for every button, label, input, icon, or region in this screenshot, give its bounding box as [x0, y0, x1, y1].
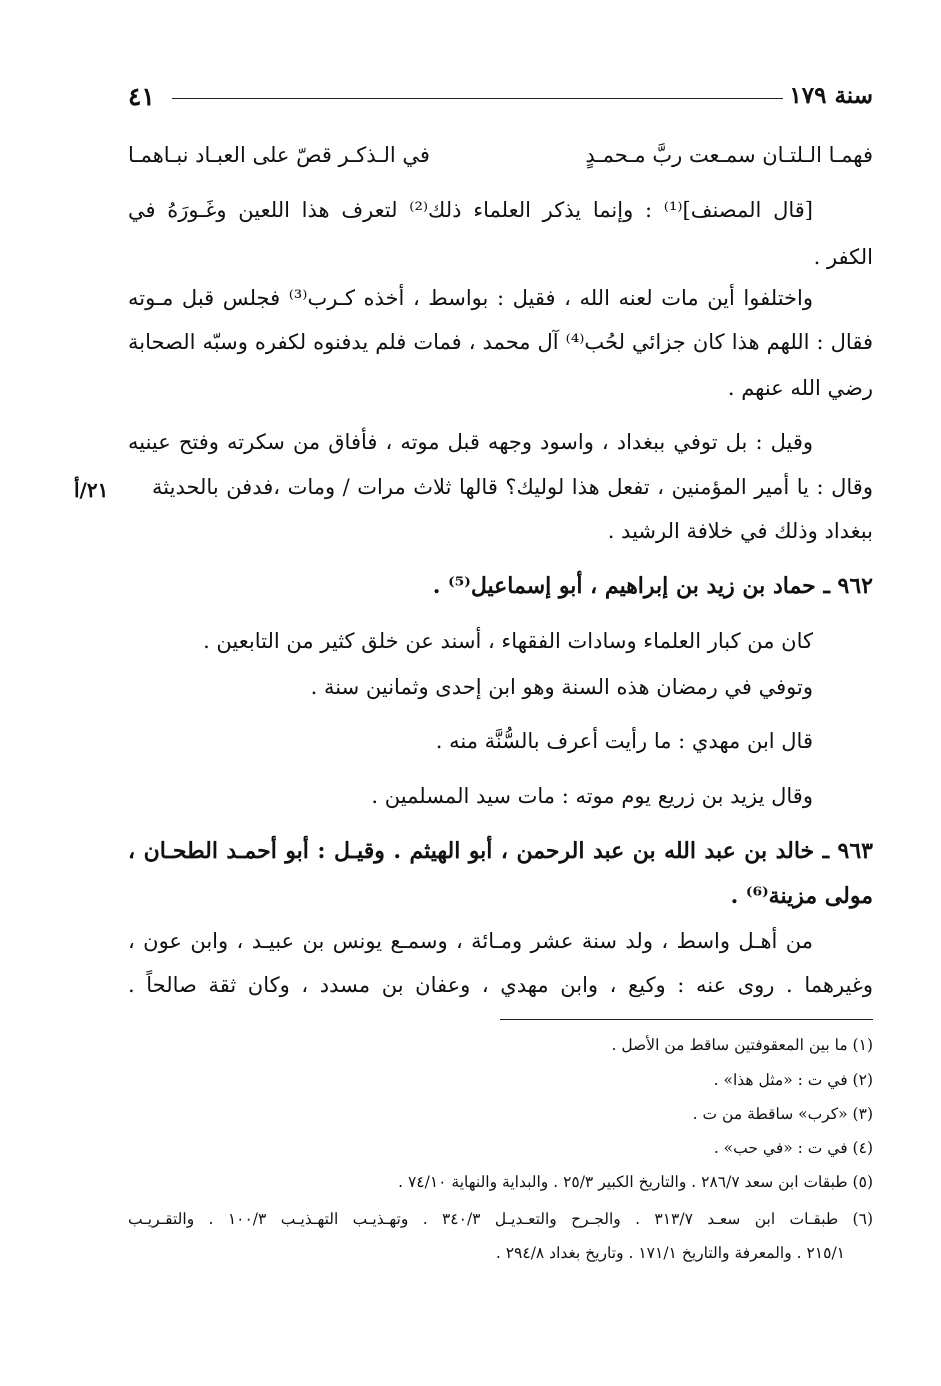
entry-962-title: ٩٦٢ ـ حماد بن زيد بن إبراهيم ، أبو إسماعيل⁽⁵⁾ .: [432, 573, 873, 599]
body-line: [قال المصنف]⁽¹⁾ : وإنما يذكر العلماء ذلك⁽²⁾ لتعرف هذا اللعين وغَـورَهُ في: [128, 198, 813, 222]
page-number: ٤١: [128, 82, 155, 111]
footnote: (٤) في ت : «في حب» .: [713, 1139, 873, 1157]
entry-962-line: كان من كبار العلماء وسادات الفقهاء ، أسند عن خلق كثير من التابعين .: [203, 629, 813, 653]
header-rule: [172, 98, 783, 99]
footnote: (٢) في ت : «مثل هذا» .: [713, 1071, 873, 1089]
footnote-rule: [500, 1019, 873, 1020]
entry-962-line: وتوفي في رمضان هذه السنة وهو ابن إحدى وثمانين سنة .: [310, 675, 813, 699]
entry-963-line: وغيرهما . روى عنه : وكيع ، وابن مهدي ، وعفان بن مسدد ، وكان ثقة صالحاً .: [128, 973, 873, 997]
body-line: واختلفوا أين مات لعنه الله ، فقيل : بواسط ، أخذه كـرب⁽³⁾ فجلس قبل مـوته: [128, 286, 813, 310]
footnote: (١) ما بين المعقوفتين ساقط من الأصل .: [611, 1036, 873, 1054]
verse-second-half: في الـذكـر قصّ على العبـاد نبـاهمـا: [128, 143, 430, 167]
footnote: (٥) طبقات ابن سعد ٢٨٦/٧ . والتاريخ الكبير ٢٥/٣ . والبداية والنهاية ٧٤/١٠ .: [398, 1173, 873, 1191]
footnote: (٣) «كرب» ساقطة من ت .: [692, 1105, 873, 1123]
body-line: رضي الله عنهم .: [727, 376, 873, 400]
footnote: (٦) طبقـات ابن سعـد ٣١٣/٧ . والجـرح والتعـديـل ٣٤٠/٣ . وتهـذيـب التهـذيـب ١٠٠/٣ . والتقـريـب: [128, 1210, 873, 1228]
footnote-continuation: ٢١٥/١ . والمعرفة والتاريخ ١٧١/١ . وتاريخ بغداد ٢٩٤/٨ .: [495, 1244, 845, 1262]
body-line: فقال : اللهم هذا كان جزائي لحُب⁽⁴⁾ آل محمد ، فمات فلم يدفنوه لكفره وسبّه الصحابة: [128, 330, 873, 354]
entry-963-line: من أهـل واسط ، ولد سنة عشر ومـائة ، وسمـع يونس بن عبيـد ، وابن عون ،: [128, 929, 813, 953]
body-line: ببغداد وذلك في خلافة الرشيد .: [607, 519, 873, 543]
manuscript-folio-marker: ٢١/أ: [74, 478, 109, 502]
body-line: وقال : يا أمير المؤمنين ، تفعل هذا لوليك؟ قالها ثلاث مرات / ومات ،فدفن بالحديثة: [152, 475, 873, 499]
running-header-year: سنة ١٧٩: [789, 82, 873, 109]
entry-963-title-cont: مولى مزينة⁽⁶⁾ .: [730, 883, 873, 909]
entry-962-line: وقال يزيد بن زريع يوم موته : مات سيد المسلمين .: [371, 784, 813, 808]
body-line: الكفر .: [813, 245, 873, 269]
body-line: وقيل : بل توفي ببغداد ، واسود وجهه قبل موته ، فأفاق من سكرته وفتح عينيه: [128, 430, 813, 454]
verse-first-half: فهمـا الـلتـان سمـعت ربَّ مـحمـدٍ: [585, 143, 873, 167]
entry-962-line: قال ابن مهدي : ما رأيت أعرف بالسُّنَّة منه .: [435, 729, 813, 753]
entry-963-title: ٩٦٣ ـ خالد بن عبد الله بن عبد الرحمن ، أبو الهيثم . وقيـل : أبو أحمـد الطحـان ،: [128, 838, 873, 864]
